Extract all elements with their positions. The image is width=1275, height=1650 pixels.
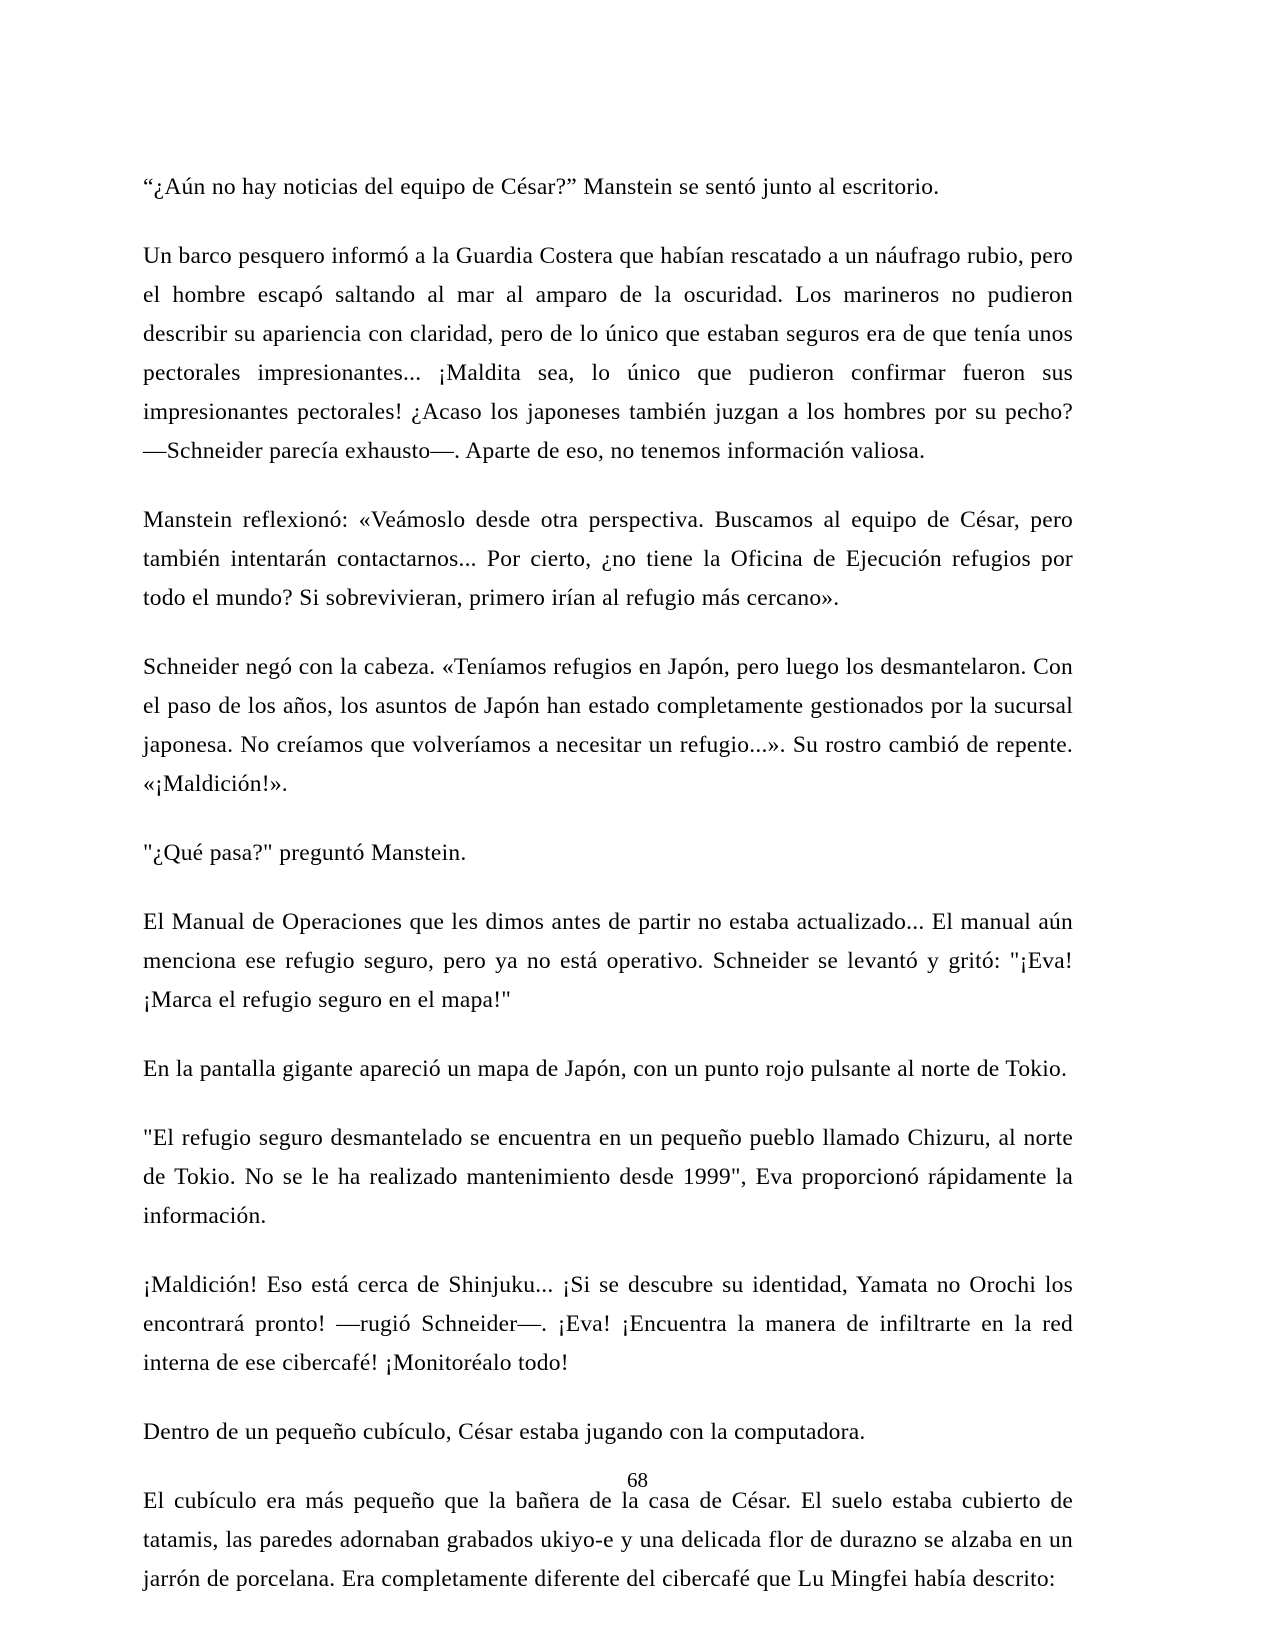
paragraph-4: Schneider negó con la cabeza. «Teníamos refugios en Japón, pero luego los desmantelaron. Con el paso de los años, los asuntos de Japón han estado completamente gestionados por la sucursal japonesa. No creíamos que volveríamos a necesitar un refugio...». Su rostro cambió de repente. «¡Maldición!». (143, 654, 1073, 797)
body-text-column (143, 168, 1073, 1599)
page-number: 68 (627, 1468, 648, 1492)
paragraph-8: "El refugio seguro desmantelado se encuentra en un pequeño pueblo llamado Chizuru, al norte de Tokio. No se le ha realizado mantenimiento desde 1999", Eva proporcionó rápidamente la información. (143, 1125, 1073, 1229)
paragraph-3: Manstein reflexionó: «Veámoslo desde otra perspectiva. Buscamos al equipo de César, pero también intentarán contactarnos... Por cierto, ¿no tiene la Oficina de Ejecución refugios por todo el mundo? Si sobrevivieran, primero irían al refugio más cercano». (143, 507, 1073, 611)
paragraph-10: Dentro de un pequeño cubículo, César estaba jugando con la computadora. (143, 1419, 866, 1445)
paragraph-11: El cubículo era más pequeño que la bañera de la casa de César. El suelo estaba cubierto de tatamis, las paredes adornaban grabados ukiyo-e y una delicada flor de durazno se alzaba en un jarrón de porcelana. Era completamente diferente del cibercafé que Lu Mingfei había descrito: (143, 1488, 1073, 1592)
paragraph-2: Un barco pesquero informó a la Guardia Costera que habían rescatado a un náufrago rubio, pero el hombre escapó saltando al mar al amparo de la oscuridad. Los marineros no pudieron describir su apariencia con claridad, pero de lo único que estaban seguros era de que tenía unos pectorales impresionantes... ¡Maldita sea, lo único que pudieron confirmar fueron sus impresionantes pectorales! ¿Acaso los japoneses también juzgan a los hombres por su pecho? —Schneider parecía exhausto—. Aparte de eso, no tenemos información valiosa. (143, 243, 1073, 464)
paragraph-1: “¿Aún no hay noticias del equipo de César?” Manstein se sentó junto al escritorio. (143, 174, 940, 200)
paragraph-6: El Manual de Operaciones que les dimos antes de partir no estaba actualizado... El manual aún menciona ese refugio seguro, pero ya no está operativo. Schneider se levantó y gritó: "¡Eva! ¡Marca el refugio seguro en el mapa!" (143, 909, 1073, 1013)
paragraph-5: "¿Qué pasa?" preguntó Manstein. (143, 840, 467, 866)
paragraph-7: En la pantalla gigante apareció un mapa de Japón, con un punto rojo pulsante al norte de Tokio. (143, 1056, 1068, 1082)
paragraph-9: ¡Maldición! Eso está cerca de Shinjuku... ¡Si se descubre su identidad, Yamata no Orochi los encontrará pronto! —rugió Schneider—. ¡Eva! ¡Encuentra la manera de infiltrarte en la red interna de ese cibercafé! ¡Monitoréalo todo! (143, 1272, 1073, 1376)
